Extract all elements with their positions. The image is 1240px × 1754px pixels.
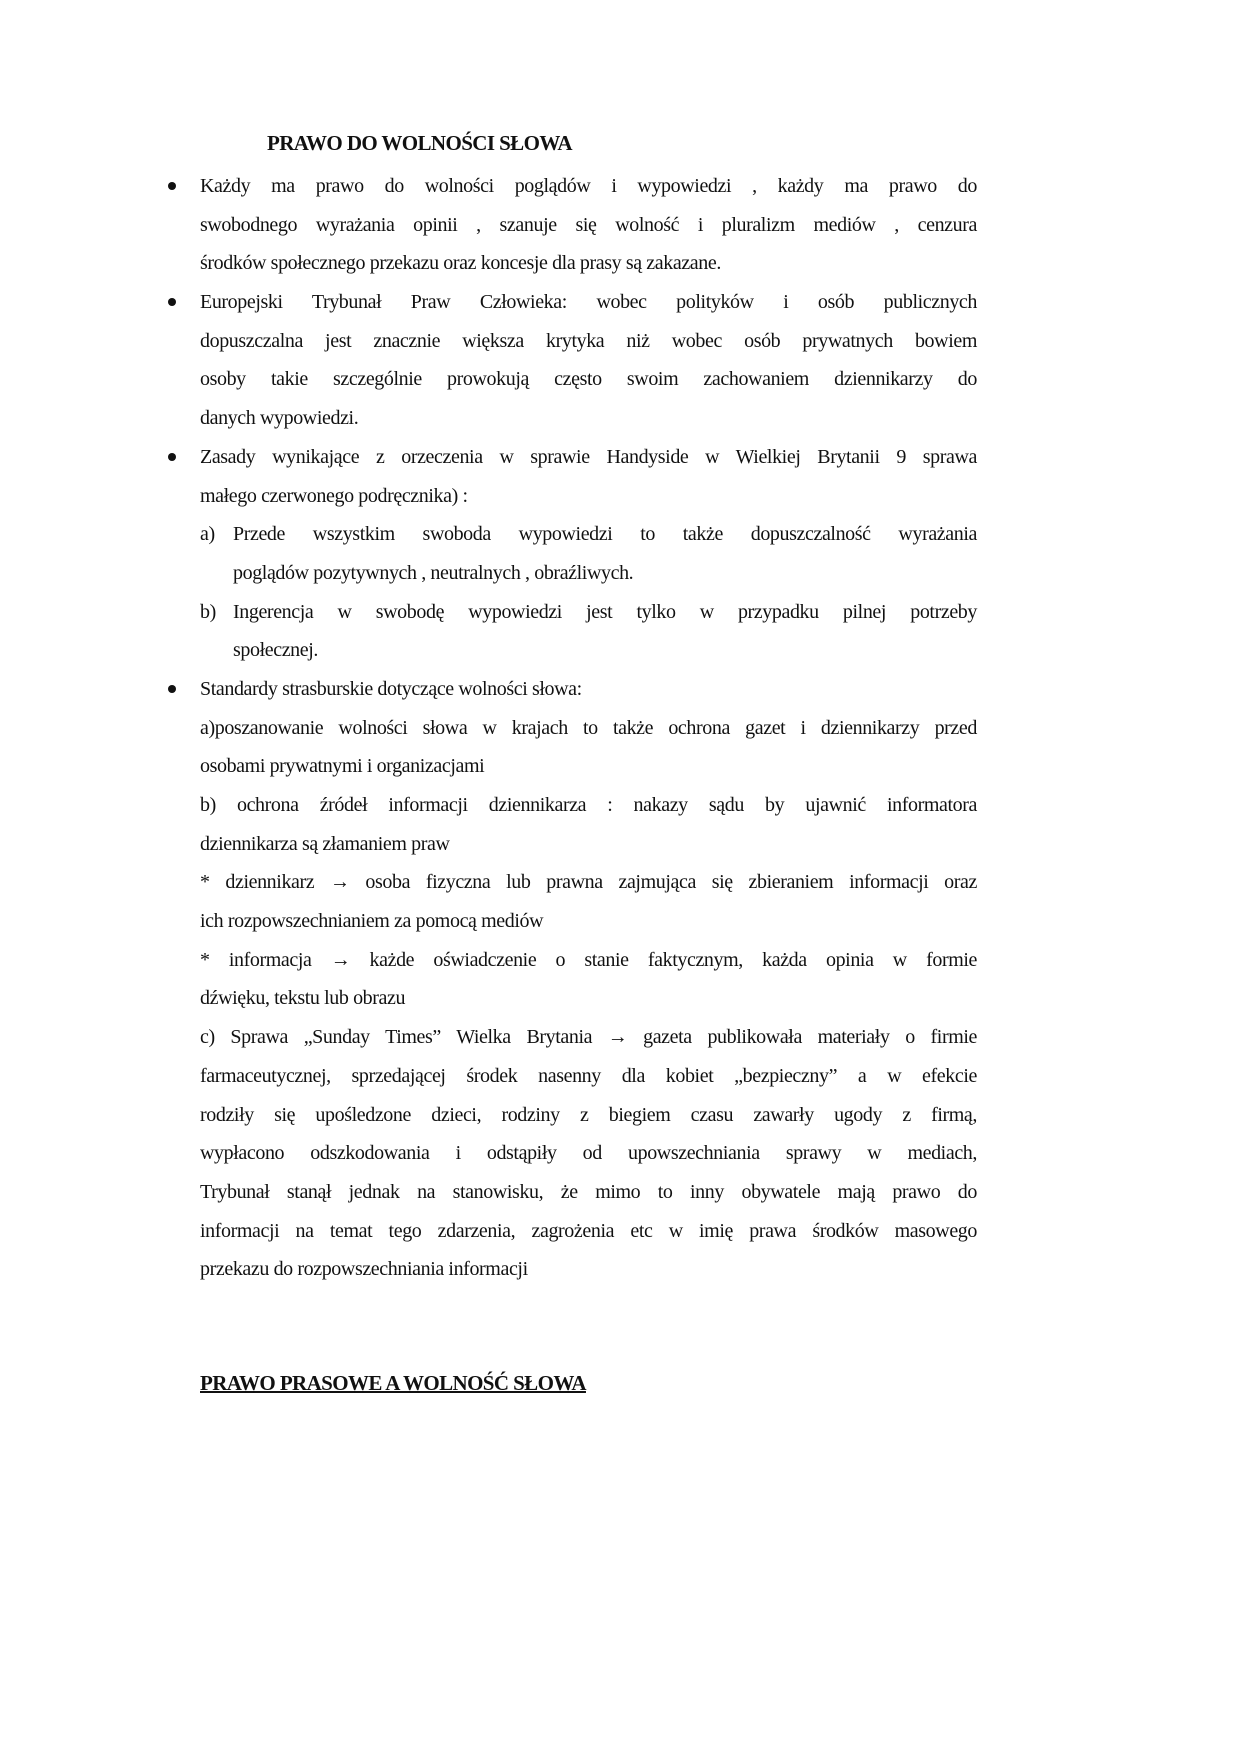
line-text: ich rozpowszechnianiem za pomocą mediów — [200, 910, 544, 933]
line-text: osoby takie szczególnie prowokują często swoim zachowaniem dziennikarzy do — [200, 368, 977, 391]
text-line — [0, 675, 1240, 714]
text-line — [0, 946, 1240, 985]
text-line — [0, 443, 1240, 482]
line-text: rodziły się upośledzone dzieci, rodziny z biegiem czasu zawarły ugody z firmą, — [200, 1103, 977, 1126]
text-line — [0, 520, 1240, 559]
text-line — [0, 1255, 1240, 1294]
text-line — [0, 404, 1240, 443]
document-title: PRAWO DO WOLNOŚCI SŁOWA — [267, 131, 572, 155]
line-text: Przede wszystkim swoboda wypowiedzi to także dopuszczalność wyrażania — [233, 523, 977, 546]
line-text: danych wypowiedzi. — [200, 407, 359, 430]
text-line — [0, 1023, 1240, 1062]
text-line — [0, 868, 1240, 907]
text-line — [0, 907, 1240, 946]
line-text: Trybunał stanął jednak na stanowisku, że mimo to inny obywatele mają prawo do — [200, 1180, 977, 1203]
line-text: środków społecznego przekazu oraz koncesje dla prasy są zakazane. — [200, 252, 721, 275]
text-line — [0, 249, 1240, 288]
line-text: farmaceutycznej, sprzedającej środek nasenny dla kobiet „bezpieczny” a w efekcie — [200, 1064, 977, 1087]
section-heading: PRAWO PRASOWE A WOLNOŚĆ SŁOWA — [200, 1371, 586, 1395]
line-text: Standardy strasburskie dotyczące wolności słowa: — [200, 677, 582, 700]
line-text: przekazu do rozpowszechniania informacji — [200, 1258, 528, 1281]
line-text: osobami prywatnymi i organizacjami — [200, 755, 485, 778]
line-text: Każdy ma prawo do wolności poglądów i wypowiedzi , każdy ma prawo do — [200, 175, 977, 197]
text-line — [0, 365, 1240, 404]
line-text: * dziennikarz → osoba fizyczna lub prawna zajmująca się zbieraniem informacji oraz — [200, 871, 977, 894]
bullet-icon — [168, 685, 176, 693]
bullet-icon — [168, 182, 176, 190]
text-line — [0, 482, 1240, 521]
text-line — [0, 288, 1240, 327]
text-line — [0, 327, 1240, 366]
line-text: dziennikarza są złamaniem praw — [200, 832, 450, 855]
bullet-icon — [168, 453, 176, 461]
text-line — [0, 752, 1240, 791]
text-line — [0, 791, 1240, 830]
text-line — [0, 636, 1240, 675]
text-line — [0, 211, 1240, 250]
line-text: Zasady wynikające z orzeczenia w sprawie Handyside w Wielkiej Brytanii 9 sprawa — [200, 445, 977, 468]
bullet-icon — [168, 298, 176, 306]
line-text: a)poszanowanie wolności słowa w krajach to także ochrona gazet i dziennikarzy przed — [200, 716, 977, 739]
list-marker: b) — [200, 600, 216, 623]
line-text: * informacja → każde oświadczenie o stanie faktycznym, każda opinia w formie — [200, 948, 977, 971]
text-line — [0, 559, 1240, 598]
text-line — [0, 1178, 1240, 1217]
text-line — [0, 1139, 1240, 1178]
text-line — [0, 1101, 1240, 1140]
line-text: Ingerencja w swobodę wypowiedzi jest tylko w przypadku pilnej potrzeby — [233, 600, 977, 623]
list-marker: a) — [200, 523, 215, 546]
document-body — [0, 172, 1240, 1294]
text-line — [0, 598, 1240, 637]
line-text: poglądów pozytywnych , neutralnych , obraźliwych. — [233, 561, 634, 584]
line-text: małego czerwonego podręcznika) : — [200, 484, 468, 507]
text-line — [0, 830, 1240, 869]
line-text: c) Sprawa „Sunday Times” Wielka Brytania → gazeta publikowała materiały o firmie — [200, 1026, 977, 1049]
line-text: społecznej. — [233, 639, 319, 662]
line-text: dźwięku, tekstu lub obrazu — [200, 987, 406, 1010]
line-text: wypłacono odszkodowania i odstąpiły od upowszechniania sprawy w mediach, — [200, 1142, 977, 1165]
line-text: b) ochrona źródeł informacji dziennikarza : nakazy sądu by ujawnić informatora — [200, 794, 977, 816]
line-text: dopuszczalna jest znacznie większa krytyka niż wobec osób prywatnych bowiem — [200, 329, 977, 352]
text-line — [0, 1062, 1240, 1101]
text-line — [0, 1217, 1240, 1256]
line-text: Europejski Trybunał Praw Człowieka: wobec polityków i osób publicznych — [200, 291, 977, 314]
text-line — [0, 984, 1240, 1023]
line-text: swobodnego wyrażania opinii , szanuje się wolność i pluralizm mediów , cenzura — [200, 213, 977, 236]
text-line — [0, 172, 1240, 211]
text-line — [0, 714, 1240, 753]
line-text: informacji na temat tego zdarzenia, zagrożenia etc w imię prawa środków masowego — [200, 1219, 977, 1242]
